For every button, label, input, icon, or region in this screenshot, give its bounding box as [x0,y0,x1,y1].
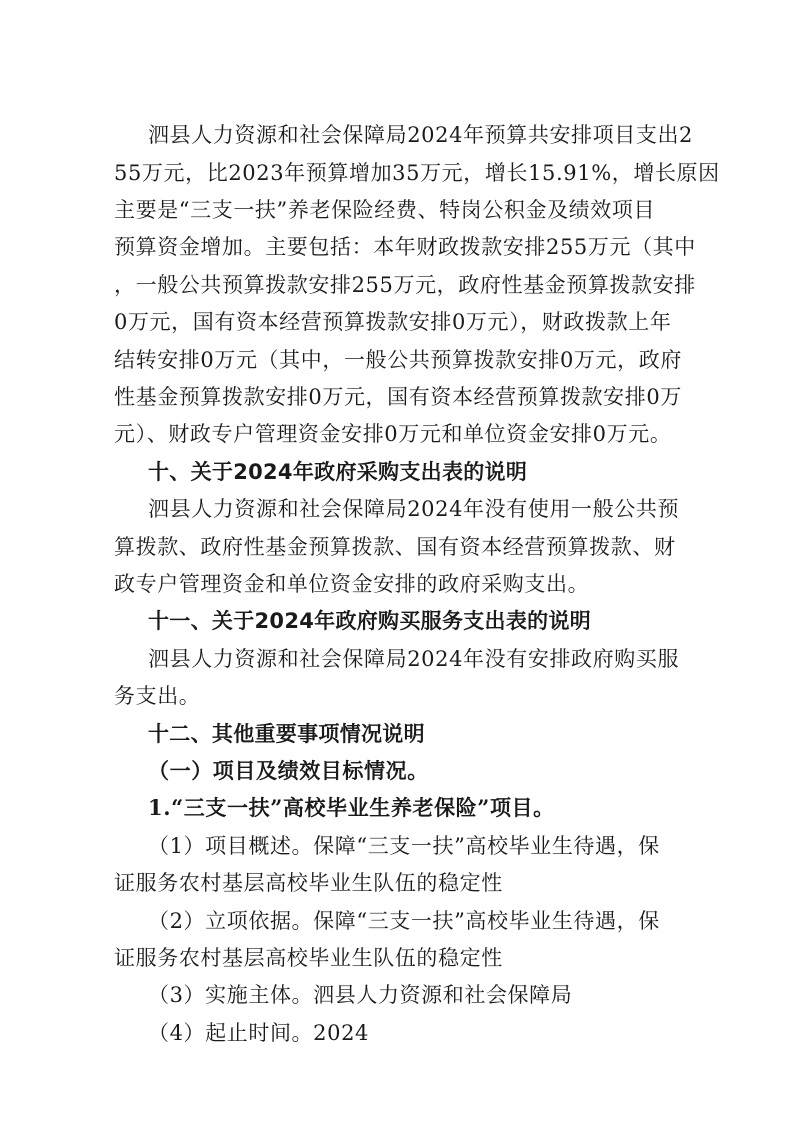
paragraph-line: 预算资金增加。主要包括：本年财政拨款安排255万元（其中 [114,235,696,259]
paragraph-line: 务支出。 [114,684,201,708]
paragraph-line: （3）实施主体。泗县人力资源和社会保障局 [148,983,573,1007]
paragraph-line: 结转安排0万元（其中，一般公共预算拨款安排0万元，政府 [114,348,682,372]
paragraph-line: 性基金预算拨款安排0万元，国有资本经营预算拨款安排0万 [114,385,682,409]
paragraph-line: 泗县人力资源和社会保障局2024年预算共安排项目支出2 [148,123,694,147]
section-heading-10: 十、关于2024年政府采购支出表的说明 [148,460,528,484]
subsection-heading: （一）项目及绩效目标情况。 [148,758,429,783]
project-heading: 1.“三支一扶”高校毕业生养老保险”项目。 [148,795,555,820]
section-heading-12: 十二、其他重要事项情况说明 [148,722,425,746]
paragraph-line: 算拨款、政府性基金预算拨款、国有资本经营预算拨款、财 [114,535,676,559]
paragraph-line: 证服务农村基层高校毕业生队伍的稳定性 [114,871,503,895]
paragraph-line: 证服务农村基层高校毕业生队伍的稳定性 [114,946,503,970]
paragraph-line: （4）起止时间。2024 [148,1021,370,1045]
paragraph-line: 政专户管理资金和单位资金安排的政府采购支出。 [114,572,590,596]
paragraph-line: 元）、财政专户管理资金安排0万元和单位资金安排0万元。 [114,422,672,446]
paragraph-line: 0万元，国有资本经营预算拨款安排0万元），财政拨款上年 [114,310,672,334]
section-heading-11: 十一、关于2024年政府购买服务支出表的说明 [148,609,592,633]
paragraph-line: 泗县人力资源和社会保障局2024年没有安排政府购买服 [148,647,680,671]
paragraph-line: （1）项目概述。保障“三支一扶”高校毕业生待遇，保 [148,834,660,858]
paragraph-line: （2）立项依据。保障“三支一扶”高校毕业生待遇，保 [148,909,660,933]
paragraph-line: ，一般公共预算拨款安排255万元，政府性基金预算拨款安排 [114,273,696,297]
paragraph-line: 主要是“三支一扶”养老保险经费、特岗公积金及绩效项目 [114,198,656,222]
paragraph-line: 泗县人力资源和社会保障局2024年没有使用一般公共预 [148,497,680,521]
paragraph-line: 55万元，比2023年预算增加35万元，增长15.91%，增长原因 [114,161,720,185]
